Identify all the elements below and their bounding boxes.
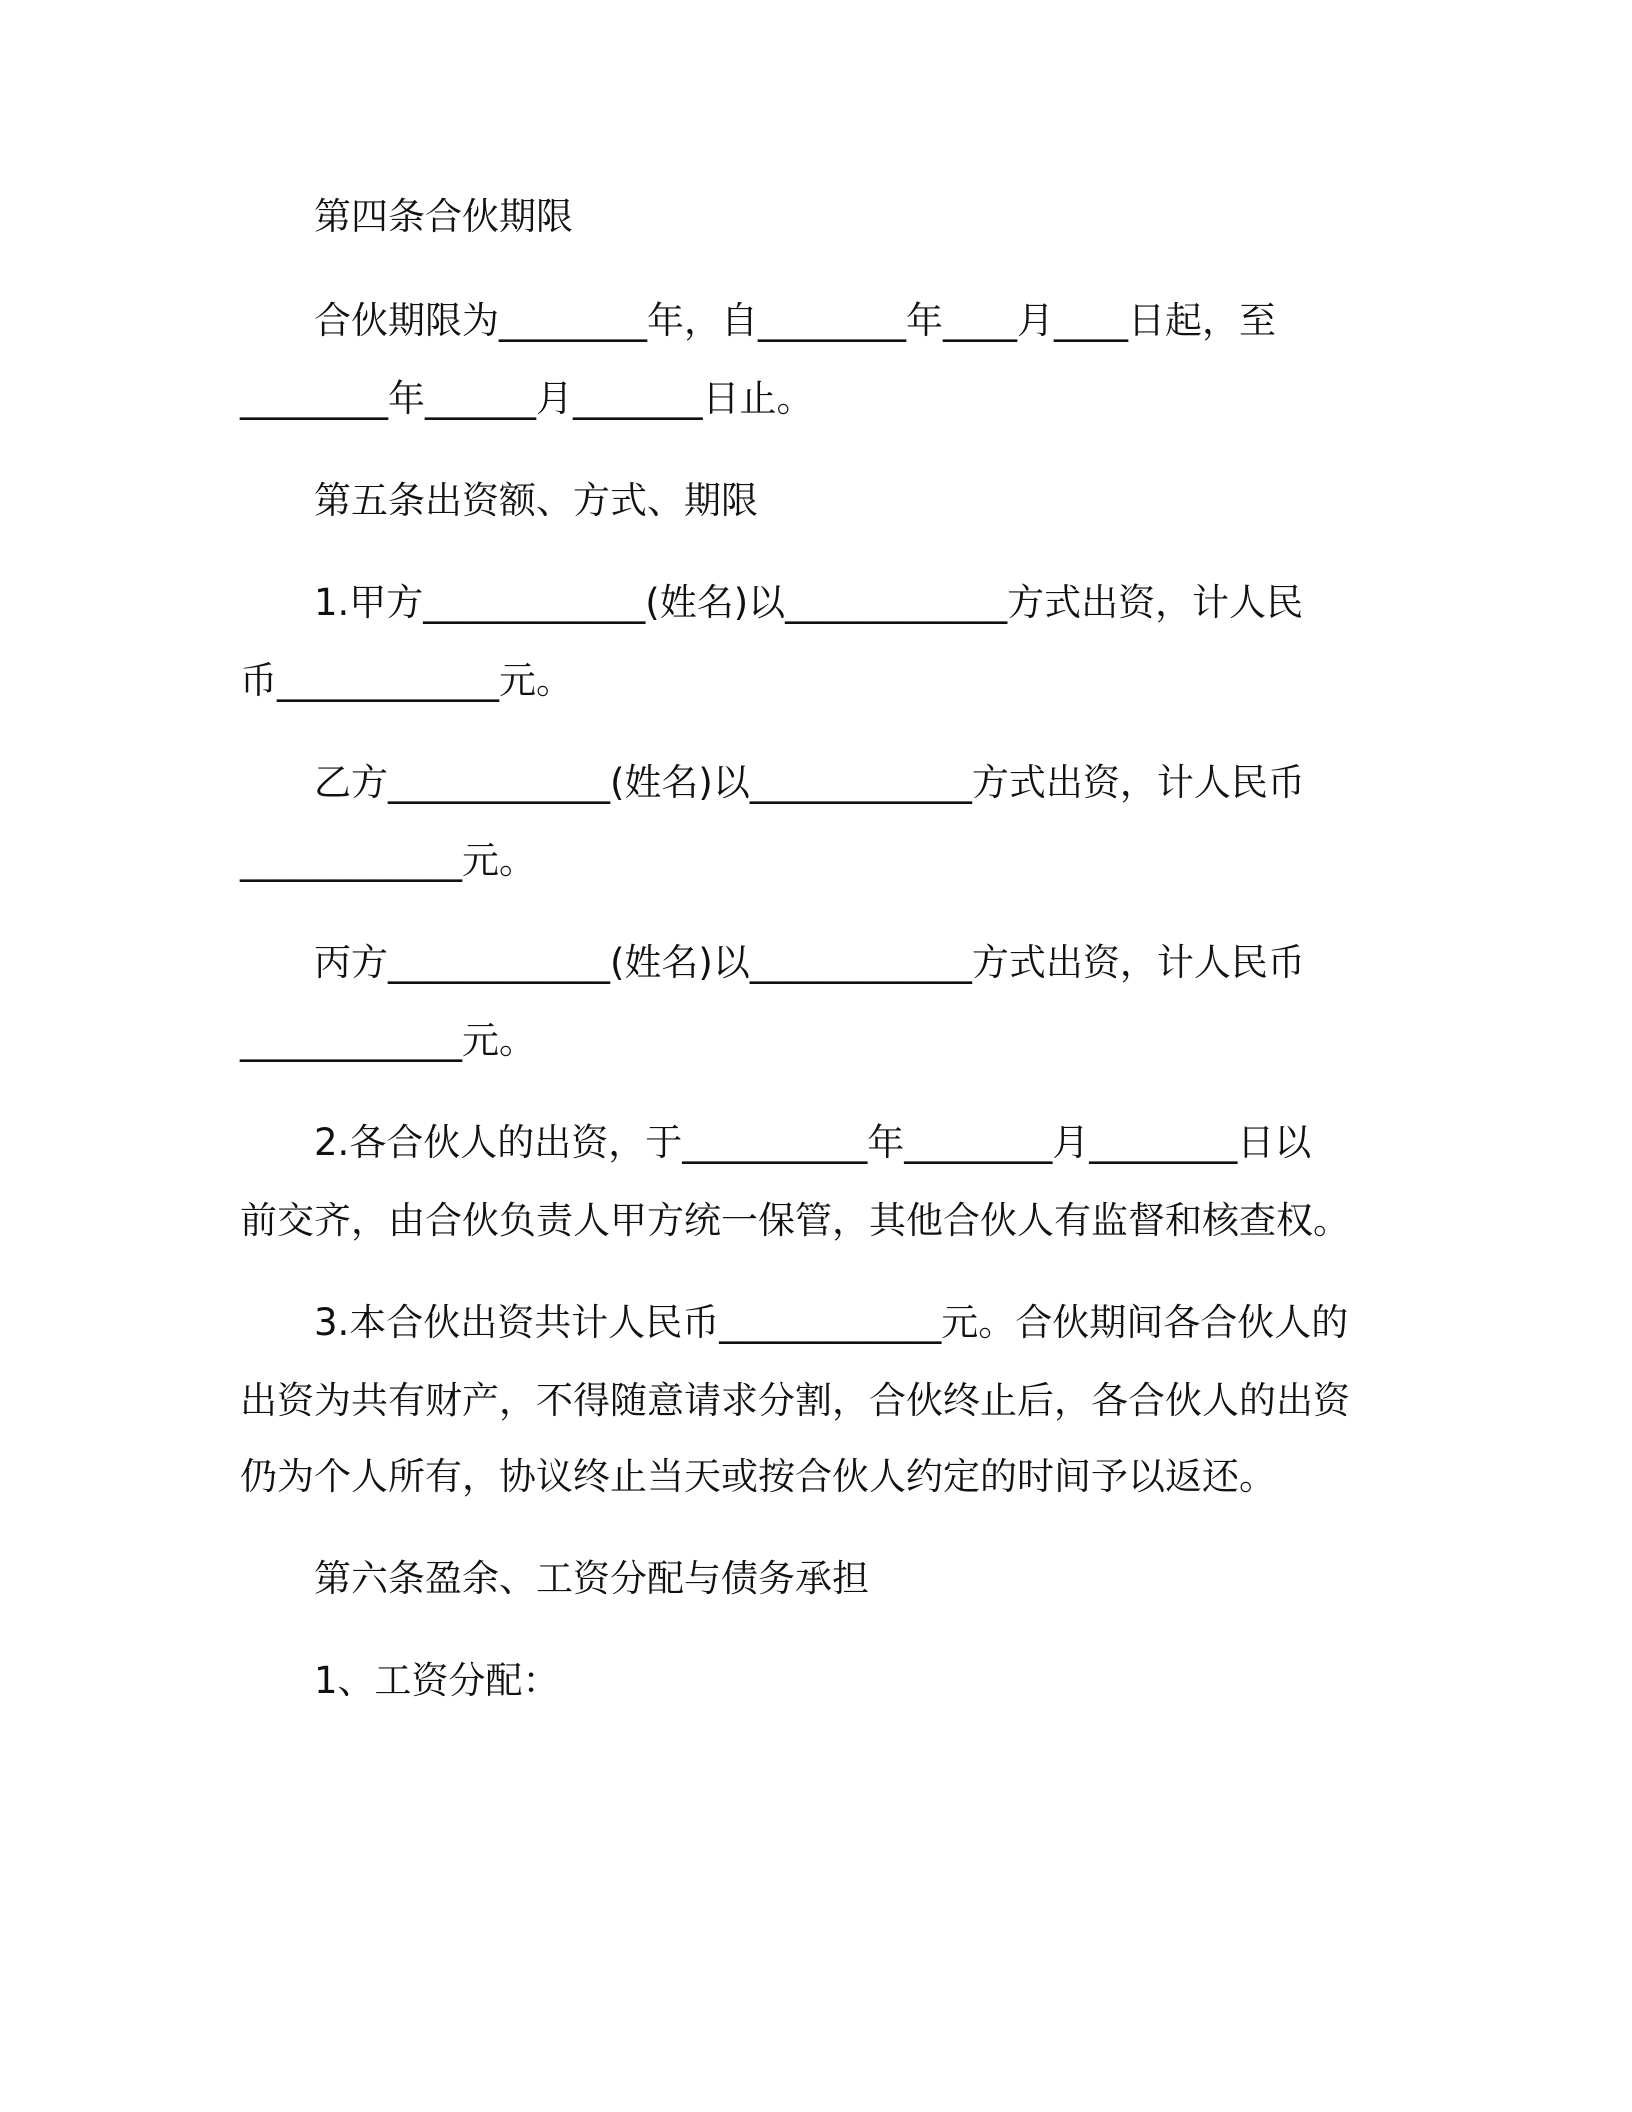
article-5-heading: 第五条出资额、方式、期限: [314, 479, 758, 522]
article-6-item-1: 1、工资分配：: [314, 1659, 560, 1702]
article-5-party-a-line-2: 币____________元。: [240, 659, 573, 702]
article-5-party-c-line-2: ____________元。: [240, 1019, 536, 1062]
article-5-party-b-line-2: ____________元。: [240, 839, 536, 882]
article-4-term-line-1: 合伙期限为________年，自________年____月____日起，至: [314, 299, 1276, 342]
article-5-item-2-line-1: 2.各合伙人的出资，于__________年________月________日以: [314, 1121, 1312, 1164]
article-5-item-3-line-3: 仍为个人所有，协议终止当天或按合伙人约定的时间予以返还。: [240, 1455, 1276, 1498]
article-5-item-3-line-2: 出资为共有财产，不得随意请求分割，合伙终止后，各合伙人的出资: [240, 1379, 1350, 1422]
article-5-item-3-line-1: 3.本合伙出资共计人民币____________元。合伙期间各合伙人的: [314, 1301, 1349, 1344]
article-5-item-2-line-2: 前交齐，由合伙负责人甲方统一保管，其他合伙人有监督和核查权。: [240, 1199, 1350, 1242]
article-5-party-a-line-1: 1.甲方____________(姓名)以____________方式出资，计人民: [314, 581, 1304, 624]
article-6-heading: 第六条盈余、工资分配与债务承担: [314, 1557, 869, 1600]
article-4-term-line-2: ________年______月_______日止。: [240, 377, 814, 420]
article-5-party-c-line-1: 丙方____________(姓名)以____________方式出资，计人民币: [314, 941, 1305, 984]
article-4-heading: 第四条合伙期限: [314, 195, 573, 238]
article-5-party-b-line-1: 乙方____________(姓名)以____________方式出资，计人民币: [314, 761, 1305, 804]
